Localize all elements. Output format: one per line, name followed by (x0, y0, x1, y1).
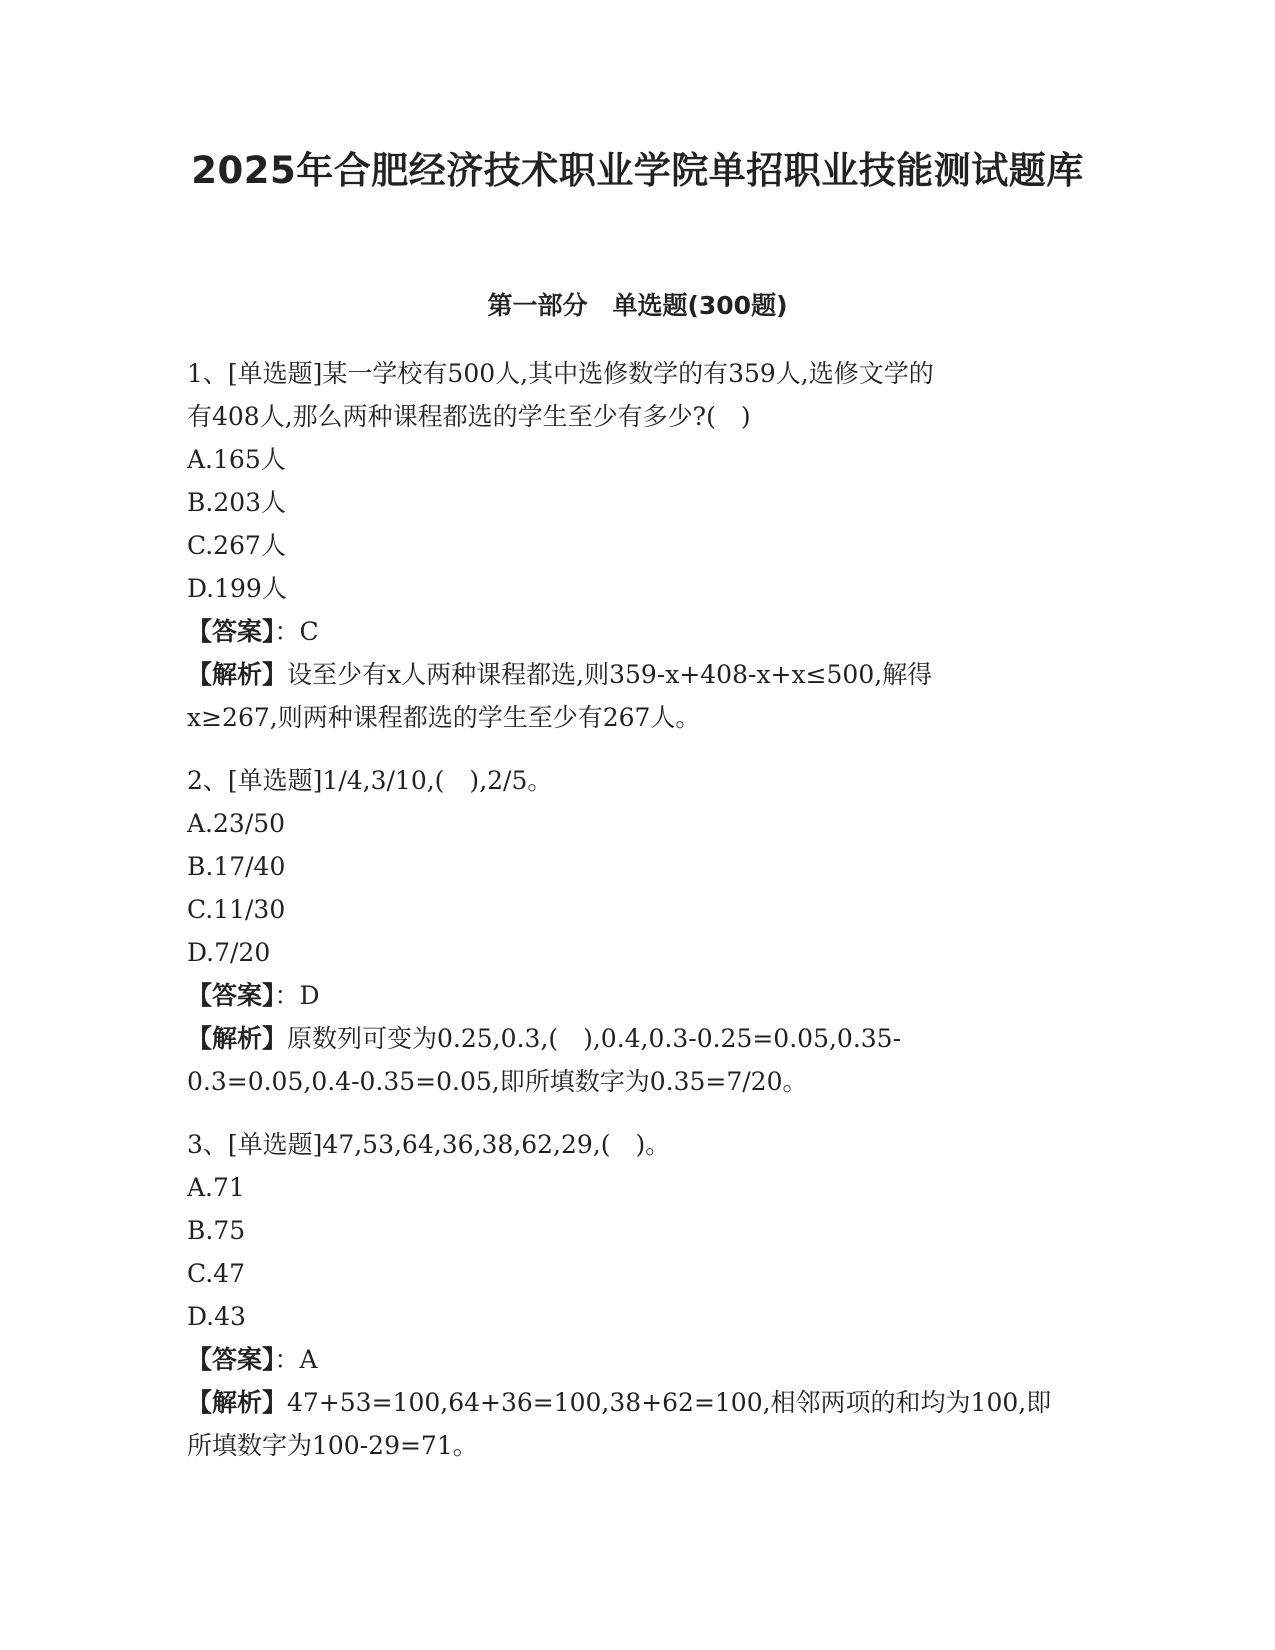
analysis-text-continued: 所填数字为100-29=71。 (187, 1431, 478, 1460)
document-title: 2025年合肥经济技术职业学院单招职业技能测试题库 (191, 149, 1084, 192)
option-c: C.47 (187, 1259, 245, 1288)
analysis-text-continued: 0.3=0.05,0.4-0.35=0.05,即所填数字为0.35=7/20。 (187, 1067, 808, 1096)
section-title: 第一部分 单选题(300题) (487, 291, 788, 320)
answer-label: 【答案】 (187, 1345, 275, 1374)
question-1 (187, 352, 1087, 739)
question-stem-continued: 有408人,那么两种课程都选的学生至少有多少?( ) (187, 402, 751, 431)
option-a: A.71 (187, 1173, 245, 1202)
analysis-text: 47+53=100,64+36=100,38+62=100,相邻两项的和均为100,即 (287, 1388, 1052, 1417)
option-a: A.23/50 (187, 809, 286, 838)
answer-label: 【答案】 (187, 617, 275, 646)
analysis-line (187, 1381, 1087, 1424)
analysis-text: 设至少有x人两种课程都选,则359-x+408-x+x≤500,解得 (287, 660, 933, 689)
question-stem: 2、[单选题]1/4,3/10,( ),2/5。 (187, 766, 553, 795)
question-stem: 3、[单选题]47,53,64,36,38,62,29,( )。 (187, 1130, 671, 1159)
option-d: D.7/20 (187, 938, 271, 967)
answer-line (187, 610, 1087, 653)
answer-value: ：C (274, 617, 319, 646)
option-d: D.199人 (187, 574, 287, 603)
option-c: C.267人 (187, 531, 286, 560)
analysis-text-continued: x≥267,则两种课程都选的学生至少有267人。 (187, 703, 701, 732)
option-a: A.165人 (187, 445, 286, 474)
option-b: B.75 (187, 1216, 246, 1245)
option-b: B.203人 (187, 488, 287, 517)
analysis-line (187, 653, 1087, 696)
analysis-text: 原数列可变为0.25,0.3,( ),0.4,0.3-0.25=0.05,0.35- (287, 1024, 902, 1053)
analysis-label: 【解析】 (187, 1388, 288, 1417)
option-b: B.17/40 (187, 852, 286, 881)
analysis-label: 【解析】 (187, 1024, 288, 1053)
answer-value: ：D (274, 981, 320, 1010)
answer-label: 【答案】 (187, 981, 275, 1010)
answer-line (187, 974, 1087, 1017)
answer-value: ：A (274, 1345, 318, 1374)
question-3 (187, 1123, 1087, 1467)
question-list (187, 352, 1087, 1487)
question-2 (187, 759, 1087, 1103)
analysis-label: 【解析】 (187, 660, 288, 689)
answer-line (187, 1338, 1087, 1381)
option-c: C.11/30 (187, 895, 286, 924)
question-stem: 1、[单选题]某一学校有500人,其中选修数学的有359人,选修文学的 (187, 359, 934, 388)
option-d: D.43 (187, 1302, 246, 1331)
analysis-line (187, 1017, 1087, 1060)
